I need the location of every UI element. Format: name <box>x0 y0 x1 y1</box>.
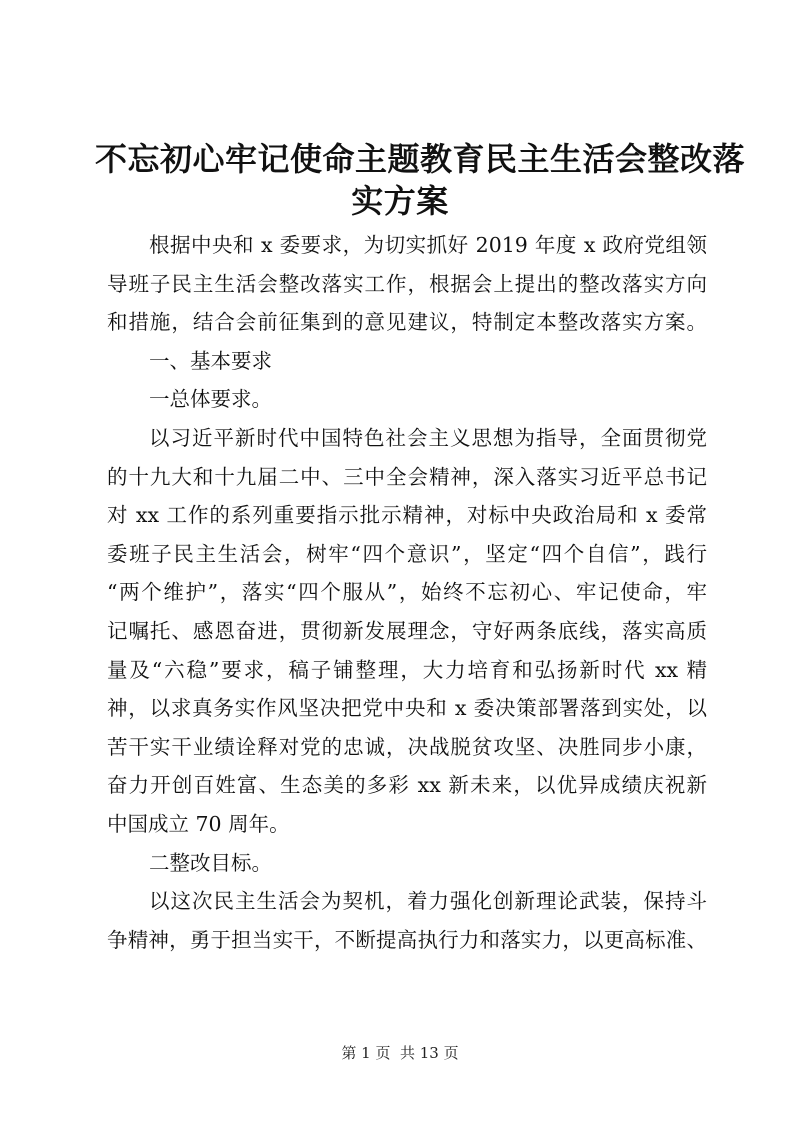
text-line: 导班子民主生活会整改落实工作，根据会上提出的整改落实方向 <box>107 271 707 296</box>
paragraph <box>107 882 707 959</box>
text-line: 委班子民主生活会，树牢“四个意识”，坚定“四个自信”，践行 <box>107 541 707 566</box>
section-heading <box>107 342 707 381</box>
text-line: 对 xx 工作的系列重要指示批示精神，对标中央政治局和 x 委常 <box>107 503 707 528</box>
page-footer <box>0 1043 800 1063</box>
text-line: 神，以求真务实作风坚决把党中央和 x 委决策部署落到实处，以 <box>107 696 707 721</box>
text-line: 苦干实干业绩诠释对党的忠诚，决战脱贫攻坚、决胜同步小康， <box>107 734 707 759</box>
text-line: 的十九大和十九届二中、三中全会精神，深入落实习近平总书记 <box>107 464 707 489</box>
text-line: 一总体要求。 <box>149 387 272 412</box>
page-number-label: 第 1 页 共 13 页 <box>341 1044 459 1062</box>
text-line: 量及“六稳”要求，稿子铺整理，大力培育和弘扬新时代 xx 精 <box>107 657 707 682</box>
text-line: 奋力开创百姓富、生态美的多彩 xx 新未来，以优异成绩庆祝新 <box>107 773 707 798</box>
title-line: 不忘初心牢记使命主题教育民主生活会整改落 <box>95 140 746 178</box>
text-line: 和措施，结合会前征集到的意见建议，特制定本整改落实方案。 <box>107 310 707 335</box>
document-title <box>95 138 746 222</box>
text-line: 记嘱托、感恩奋进，贯彻新发展理念，守好两条底线，落实高质 <box>107 618 707 643</box>
paragraph <box>107 419 707 844</box>
text-line: 根据中央和 x 委要求，为切实抓好 2019 年度 x 政府党组领 <box>149 233 707 257</box>
paragraph <box>107 226 707 342</box>
subsection-heading <box>107 844 707 883</box>
title-line: 实方案 <box>351 182 449 220</box>
text-line: 争精神，勇于担当实干，不断提高执行力和落实力，以更高标准、 <box>107 927 707 952</box>
text-line: 二整改目标。 <box>149 850 272 875</box>
text-line: “两个维护”，落实“四个服从”，始终不忘初心、牢记使命，牢 <box>107 580 707 605</box>
text-line: 以习近平新时代中国特色社会主义思想为指导，全面贯彻党 <box>149 425 707 450</box>
subsection-heading <box>107 380 707 419</box>
text-line: 中国成立 70 周年。 <box>107 811 290 836</box>
text-line: 以这次民主生活会为契机，着力强化创新理论武装，保持斗 <box>149 889 707 914</box>
document-body <box>107 226 707 959</box>
text-line: 一、基本要求 <box>149 348 272 373</box>
